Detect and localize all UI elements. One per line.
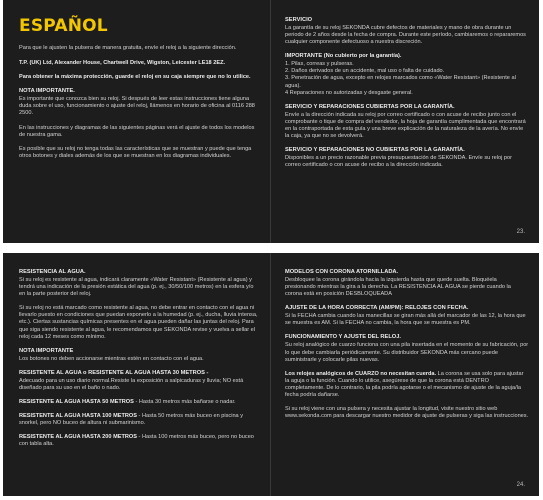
covered-block xyxy=(285,104,529,140)
water-heading: RESISTENCIA AL AGUA. xyxy=(19,269,86,275)
page-number: 24. xyxy=(516,482,525,488)
wr100-heading: RESISTENTE AL AGUA HASTA 100 METROS xyxy=(19,413,137,420)
wr200-heading: RESISTENTE AL AGUA HASTA 200 METROS xyxy=(19,434,137,441)
note-heading: NOTA IMPORTANTE. xyxy=(19,88,75,95)
function-body: Su reloj analógico de cuarzo funciona con una pila insertada en el momento de su fabricación, por lo que debe cambiarla periódicamente. Su distribuidor SEKONDA más cercano puede suministrarle y colocarle pilas nuevas. xyxy=(285,342,529,363)
ampm-body: Si la FECHA cambia cuando las manecillas se giran más allá del marcador de las 12, la hora que se muestra es AM. Si la FECHA no cambia, la hora que se muestra es PM. xyxy=(285,313,526,327)
section-title: ESPAÑOL xyxy=(19,16,108,36)
screw-crown-block xyxy=(285,269,529,298)
bracelet-length-text: Si su reloj viene con una pulsera y necesita ajustar la longitud, visite nuestro sitio web www.sekonda.com para descargar nuestro medidor de ajuste de pulseras y siga las instrucciones. xyxy=(285,406,529,420)
ampm-heading: AJUSTE DE LA HORA CORRECTA (AM/PM): RELOJES CON FECHA. xyxy=(285,305,469,312)
important-heading: IMPORTANTE (No cubierto por la garantía). xyxy=(285,53,402,60)
notcovered-block xyxy=(285,147,529,169)
page-23-right-column xyxy=(271,0,539,243)
function-heading: FUNCIONAMIENTO Y AJUSTE DEL RELOJ. xyxy=(285,334,401,341)
function-block xyxy=(285,334,529,363)
water-body: Si su reloj es resistente al agua, indicará claramente «Water Resistant» (Resistente al agua) y tendrá una indicación de la presión estática del agua (p. ej., 30/50/100 metros) en la esfera y/o en la parte posterior del reloj. xyxy=(19,277,254,298)
service-block xyxy=(285,17,529,46)
covered-body: Envíe a la dirección indicada su reloj por correo certificado o con acuse de recibo junto con el comprobante o tique de compra del vendedor, la hoja de garantía cumplimentada que encontrará en la contraportada de esta guía y una breve explicación de la naturaleza de la avería. No envíe la caja, ya que no se devolverá. xyxy=(285,111,526,140)
page-number: 23. xyxy=(516,229,525,235)
service-heading: SERVICIO xyxy=(285,17,313,23)
wr100-text xyxy=(19,413,261,427)
wr30-heading: RESISTENTE AL AGUA o RESISTENTE AL AGUA HASTA 30 METROS - xyxy=(19,369,209,376)
diagrams-text: En las instrucciones y diagramas de las siguientes páginas verá el ajuste de todos los modelos de nuestra gama. xyxy=(19,124,255,138)
quartz-heading: Los relojes analógicos de CUARZO no necesitan cuerda. xyxy=(285,370,437,377)
wr200-body: - Hasta 100 metros más buceo, pero no buceo con tabla alta. xyxy=(19,434,254,448)
note-body: Es importante que conozca bien su reloj. Si después de leer estas instrucciones tiene alguna duda sobre el uso, funcionamiento o ajuste del reloj, llámenos en horario de oficina al 0116 288 2500. xyxy=(19,96,255,117)
important-block xyxy=(285,53,529,96)
important-item: 4 Reparaciones no autorizadas y desgaste general. xyxy=(285,89,413,96)
wr50-body: - Hasta 30 metros más bañarse o nadar. xyxy=(133,399,236,406)
page-24 xyxy=(3,253,539,496)
note-heading: NOTA IMPORTANTE xyxy=(19,347,74,354)
crown-heading: MODELOS CON CORONA ATORNILLADA. xyxy=(285,269,399,275)
note-body: Los botones no deben accionarse mientras estén en contacto con el agua. xyxy=(19,355,204,362)
wr30-block xyxy=(19,370,261,392)
important-item: 1. Pilas, correas y pulseras. xyxy=(285,61,354,68)
notcovered-body: Disponibles a un precio razonable previa presupuestación de SEKONDA. Envíe su reloj por correo certificado o con acuse de recibo a la dirección indicada. xyxy=(285,155,512,169)
service-body: La garantía de su reloj SEKONDA cubre defectos de materiales y mano de obra durante un periodo de 2 años desde la fecha de compra. Durante este período, cambiaremos o repararemos cualquier componente defectuoso a nuestra discreción. xyxy=(285,25,526,46)
ampm-block xyxy=(285,305,529,327)
note-block xyxy=(19,348,261,363)
covered-heading: SERVICIO Y REPARACIONES CUBIERTAS POR LA GARANTÍA. xyxy=(285,103,455,110)
important-note-block xyxy=(19,88,261,117)
quartz-text xyxy=(285,371,529,399)
wr50-heading: RESISTENTE AL AGUA HASTA 50 METROS xyxy=(19,399,134,406)
important-item: 3. Penetración de agua, excepto en relojes marcados como «Water Resistant» (Resistente al agua). xyxy=(285,75,516,89)
features-text: Es posible que su reloj no tenga todas las características que se muestran y puede que tenga otros botones y diales además de los que se muestran en los diagramas individuales. xyxy=(19,145,252,159)
wr50-text xyxy=(19,399,261,406)
wr200-text xyxy=(19,434,261,448)
page-24-left-column xyxy=(3,253,271,496)
water-resistance-block xyxy=(19,269,261,298)
wr100-body: - Hasta 50 metros más buceo en piscina y snorkel, pero NO buceo de altura ni submarinismo. xyxy=(19,413,244,427)
page-24-right-column xyxy=(271,253,539,496)
page-23 xyxy=(3,0,539,243)
notcovered-heading: SERVICIO Y REPARACIONES NO CUBIERTAS POR LA GARANTÍA. xyxy=(285,147,465,154)
address-text: T.P. (UK) Ltd, Alexander House, Chartwell Drive, Wigston, Leicester LE18 2EZ. xyxy=(19,60,226,67)
intro-text: Para que le ajusten la pulsera de manera gratuita, envíe el reloj a la siguiente dirección. xyxy=(19,45,237,51)
water-care-text: Si su reloj no está marcado como resistente al agua, no debe entrar en contacto con el agua ni llevarlo puesto en condiciones que puedan exponerlo a la humedad (p. ej., ducha, lluvia intensa, etc.). Ciertas sustancias químicas presentes en el agua pueden dañar las juntas del reloj. Para que siga siendo resistente al agua, le recomendamos que SEKONDA revise y vuelva a sellar el reloj cada 12 meses como mínimo. xyxy=(19,305,258,340)
quartz-body: La corona se usa solo para ajustar la aguja o la función. Cuando lo utilice, asegúrese de que la corona está DENTRO completamente. De lo contrario, la pila podría agotarse o el mecanismo de ajuste de la aguja/la fecha podría dañarse. xyxy=(285,370,524,399)
wr30-body: Adecuado para un uso diario normal.Resiste la exposición a salpicaduras y lluvia; NO está diseñado para su uso en el baño o nado. xyxy=(19,377,244,391)
page-23-left-column xyxy=(3,0,271,243)
important-item: 2. Daños derivados de un accidente, mal uso o falta de cuidado. xyxy=(285,68,445,75)
crown-body: Desbloquee la corona girándola hacia la izquierda hasta que quede suelta. Bloquéela presionando mientras la gira a la derecha. La RESISTENCIA AL AGUA se pierde cuando la corona está en posición DESBLOQUEADA xyxy=(285,277,511,298)
protection-text: Para obtener la máxima protección, guarde el reloj en su caja siempre que no lo utilice. xyxy=(19,74,251,81)
